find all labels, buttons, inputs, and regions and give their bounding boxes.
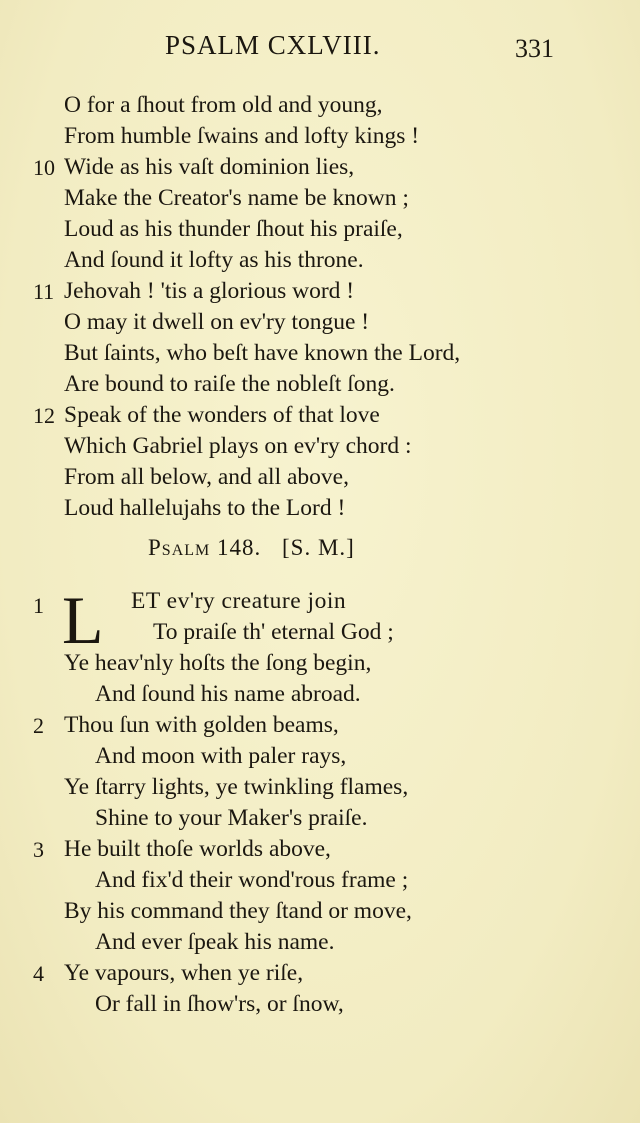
verse-line bbox=[0, 307, 640, 338]
verse-line bbox=[0, 710, 640, 741]
verse-number: 10 bbox=[33, 155, 55, 180]
verse-number: 3 bbox=[33, 837, 44, 862]
verse-number: 11 bbox=[33, 279, 55, 304]
verse-line bbox=[0, 152, 640, 183]
verse-text: By his command they ſtand or move, bbox=[64, 898, 412, 924]
section-heading bbox=[148, 535, 355, 561]
verse-line bbox=[0, 214, 640, 245]
verse-text: Shine to your Maker's praiſe. bbox=[95, 805, 368, 831]
verse-line bbox=[0, 462, 640, 493]
section-title: Psalm 148. bbox=[148, 535, 262, 560]
verse-line bbox=[0, 896, 640, 927]
verse-text: But ſaints, who beſt have known the Lord, bbox=[64, 340, 461, 366]
psalm-148-continuation bbox=[0, 90, 640, 524]
verse-line bbox=[0, 90, 640, 121]
verse-line bbox=[0, 741, 640, 772]
verse-line bbox=[0, 927, 640, 958]
verse-line bbox=[0, 121, 640, 152]
verse-line bbox=[0, 772, 640, 803]
verse-text: Wide as his vaſt dominion lies, bbox=[64, 154, 355, 180]
verse-line bbox=[0, 834, 640, 865]
verse-text: Thou ſun with golden beams, bbox=[64, 712, 339, 738]
verse-text: From all below, and all above, bbox=[64, 464, 349, 490]
verse-line bbox=[0, 865, 640, 896]
verse-text: To praiſe th' eternal God ; bbox=[153, 619, 394, 645]
verse-line bbox=[153, 617, 394, 648]
drop-cap: L bbox=[62, 582, 104, 658]
psalm-148-verses bbox=[0, 648, 640, 1020]
verse-line bbox=[0, 183, 640, 214]
page-header bbox=[0, 28, 640, 68]
verse-line bbox=[0, 369, 640, 400]
verse-number: 4 bbox=[33, 961, 44, 986]
verse-text: Speak of the wonders of that love bbox=[64, 402, 380, 428]
verse-line bbox=[0, 400, 640, 431]
running-title: PSALM CXLVIII. bbox=[165, 30, 381, 60]
verse-line bbox=[131, 586, 346, 617]
verse-text: And ſound his name abroad. bbox=[95, 681, 361, 707]
verse-line bbox=[0, 958, 640, 989]
verse-text: Make the Creator's name be known ; bbox=[64, 185, 409, 211]
verse-text: Ye heav'nly hoſts the ſong begin, bbox=[64, 650, 372, 676]
verse-text: And fix'd their wond'rous frame ; bbox=[95, 867, 409, 893]
page-number: 331 bbox=[515, 34, 554, 63]
verse-line bbox=[0, 338, 640, 369]
verse-text: From humble ſwains and lofty kings ! bbox=[64, 123, 420, 149]
meter-label: [S. M.] bbox=[282, 535, 355, 560]
verse-text: He built thoſe worlds above, bbox=[64, 836, 331, 862]
verse-text: O for a ſhout from old and young, bbox=[64, 92, 383, 118]
verse-line bbox=[0, 276, 640, 307]
verse-line bbox=[0, 989, 640, 1020]
verse-text: And ſound it lofty as his throne. bbox=[64, 247, 364, 273]
verse-line bbox=[0, 803, 640, 834]
verse-number: 1 bbox=[33, 593, 44, 618]
verse-line bbox=[0, 679, 640, 710]
verse-text: Ye ſtarry lights, ye twinkling flames, bbox=[64, 774, 409, 800]
verse-text: O may it dwell on ev'ry tongue ! bbox=[64, 309, 370, 335]
verse-text: Which Gabriel plays on ev'ry chord : bbox=[64, 433, 412, 459]
verse-line bbox=[0, 431, 640, 462]
verse-line bbox=[0, 648, 640, 679]
verse-text: And moon with paler rays, bbox=[95, 743, 347, 769]
verse-text: And ever ſpeak his name. bbox=[95, 929, 335, 955]
verse-text: Loud hallelujahs to the Lord ! bbox=[64, 495, 346, 521]
verse-text: ET ev'ry creature join bbox=[131, 588, 347, 614]
verse-text: Loud as his thunder ſhout his praiſe, bbox=[64, 216, 403, 242]
verse-number: 2 bbox=[33, 713, 44, 738]
verse-line bbox=[0, 245, 640, 276]
verse-text: Or fall in ſhow'rs, or ſnow, bbox=[95, 991, 344, 1017]
verse-number: 12 bbox=[33, 403, 55, 428]
verse-line bbox=[0, 493, 640, 524]
verse-text: Are bound to raiſe the nobleſt ſong. bbox=[64, 371, 395, 397]
verse-text: Ye vapours, when ye riſe, bbox=[64, 960, 304, 986]
verse-text: Jehovah ! 'tis a glorious word ! bbox=[64, 278, 355, 304]
